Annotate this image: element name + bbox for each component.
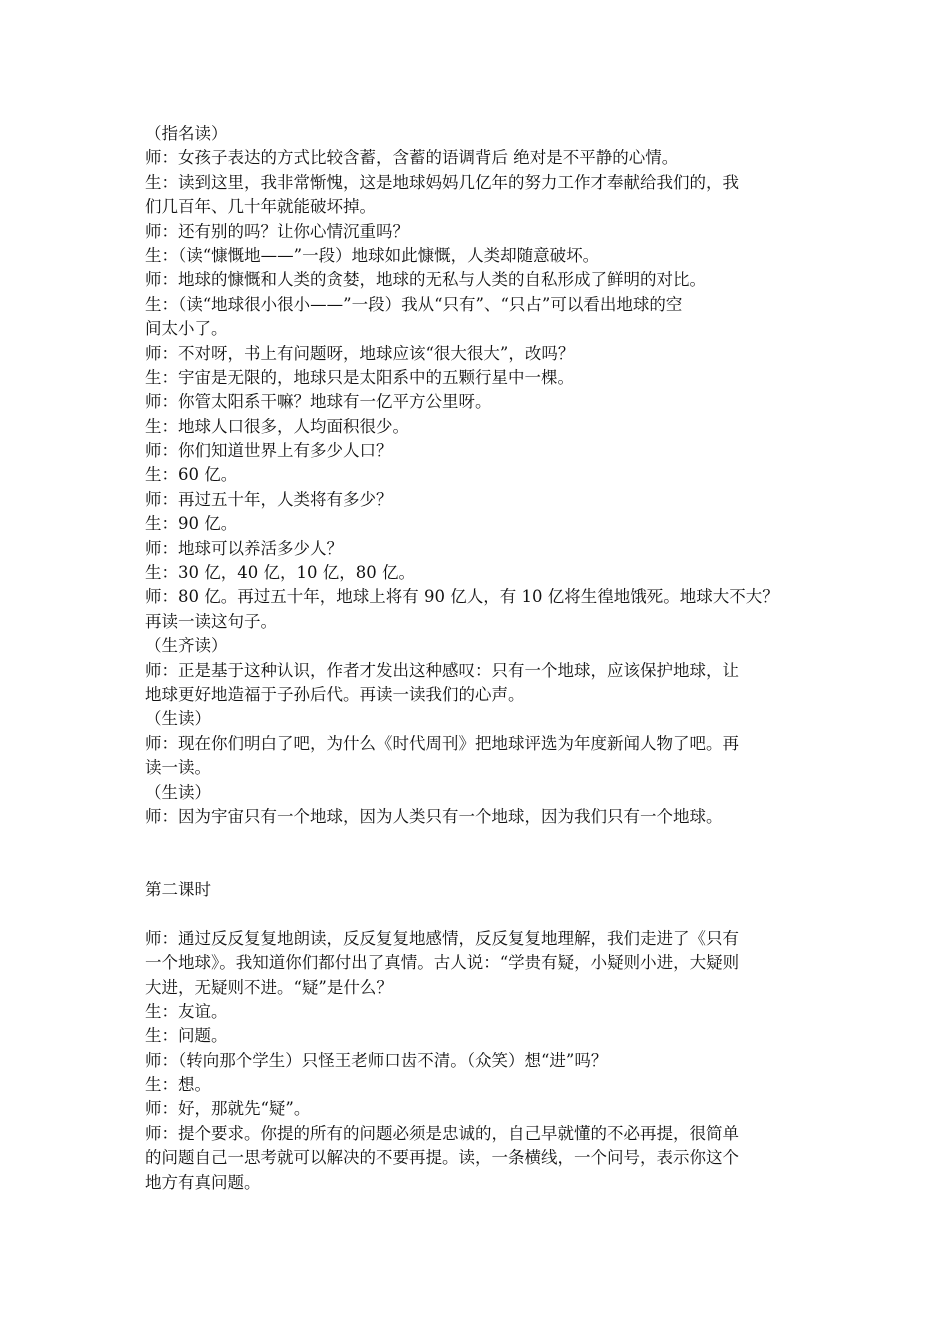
text-line: （生齐读） [145, 636, 228, 656]
text-line: 地方有真问题。 [145, 1172, 261, 1192]
text-line: 师：你们知道世界上有多少人口？ [145, 441, 393, 461]
text-line: 一个地球》。我知道你们都付出了真情。古人说：“学贵有疑，小疑则小进，大疑则 [145, 953, 740, 973]
text-line: 大进，无疑则不进。“疑”是什么？ [145, 977, 393, 997]
text-line: 地球更好地造福于子孙后代。再读一读我们的心声。 [145, 684, 525, 704]
section-heading: 第二课时 [145, 880, 211, 900]
text-line: 师：你管太阳系干嘛？地球有一亿平方公里呀。 [145, 392, 492, 412]
text-line: 生：60 亿。 [145, 465, 238, 485]
text-line: （生读） [145, 782, 211, 802]
text-line: 生：读到这里，我非常惭愧，这是地球妈妈几亿年的努力工作才奉献给我们的，我 [145, 172, 739, 192]
text-line: 师：再过五十年，人类将有多少？ [145, 489, 393, 509]
text-line: （指名读） [145, 124, 228, 143]
text-line: 再读一读这句子。 [145, 611, 277, 631]
text-line: 生：30 亿，40 亿，10 亿，80 亿。 [145, 563, 415, 583]
text-line: 的问题自己一思考就可以解决的不要再提。读，一条横线，一个问号，表示你这个 [145, 1148, 739, 1168]
text-line: 师：现在你们明白了吧，为什么《时代周刊》把地球评选为年度新闻人物了吧。再 [145, 733, 739, 753]
text-line: 生：（读“地球很小很小——”一段）我从“只有”、“只占”可以看出地球的空 [145, 294, 683, 314]
text-line: 生：想。 [145, 1075, 211, 1095]
text-line: 师：还有别的吗？让你心情沉重吗？ [145, 221, 409, 241]
text-line: 师：地球可以养活多少人？ [145, 538, 343, 558]
text-line: 生：地球人口很多，人均面积很少。 [145, 416, 409, 436]
text-line: 生：友谊。 [145, 1001, 228, 1021]
text-line: 师：女孩子表达的方式比较含蓄，含蓄的语调背后 绝对是不平静的心情。 [145, 148, 679, 168]
text-line: 生：90 亿。 [145, 514, 238, 534]
text-line: 生：宇宙是无限的，地球只是太阳系中的五颗行星中一棵。 [145, 367, 574, 387]
text-line: 师：提个要求。你提的所有的问题必须是忠诚的，自己早就懂的不必再提，很简单 [145, 1123, 739, 1143]
dialogue-section-1 [145, 122, 817, 829]
text-line: 读一读。 [145, 758, 211, 778]
text-line: 师：好，那就先“疑”。 [145, 1099, 311, 1119]
text-line: 生：问题。 [145, 1026, 228, 1046]
text-line: 生：（读“慷慨地——”一段）地球如此慷慨，人类却随意破坏。 [145, 245, 600, 265]
document-page [145, 122, 817, 1195]
spacer [145, 829, 817, 878]
text-line: 师：因为宇宙只有一个地球，因为人类只有一个地球，因为我们只有一个地球。 [145, 806, 723, 826]
text-line: 师：不对呀，书上有问题呀，地球应该“很大很大”，改吗？ [145, 343, 575, 363]
spacer [145, 903, 817, 927]
text-line: 师：正是基于这种认识，作者才发出这种感叹：只有一个地球，应该保护地球，让 [145, 660, 739, 680]
text-line: （生读） [145, 709, 211, 729]
text-line: 师：通过反反复复地朗读，反反复复地感情，反反复复地理解，我们走进了《只有 [145, 928, 739, 948]
text-line: 间太小了。 [145, 319, 228, 339]
dialogue-section-2 [145, 927, 817, 1195]
text-line: 们几百年、几十年就能破坏掉。 [145, 197, 376, 217]
text-line: 师：地球的慷慨和人类的贪婪，地球的无私与人类的自私形成了鲜明的对比。 [145, 270, 706, 290]
text-line: 师：（转向那个学生）只怪王老师口齿不清。（众笑）想“进”吗？ [145, 1050, 608, 1070]
text-line: 师：80 亿。再过五十年，地球上将有 90 亿人，有 10 亿将生徨地饿死。地球大不大？ [145, 587, 779, 607]
